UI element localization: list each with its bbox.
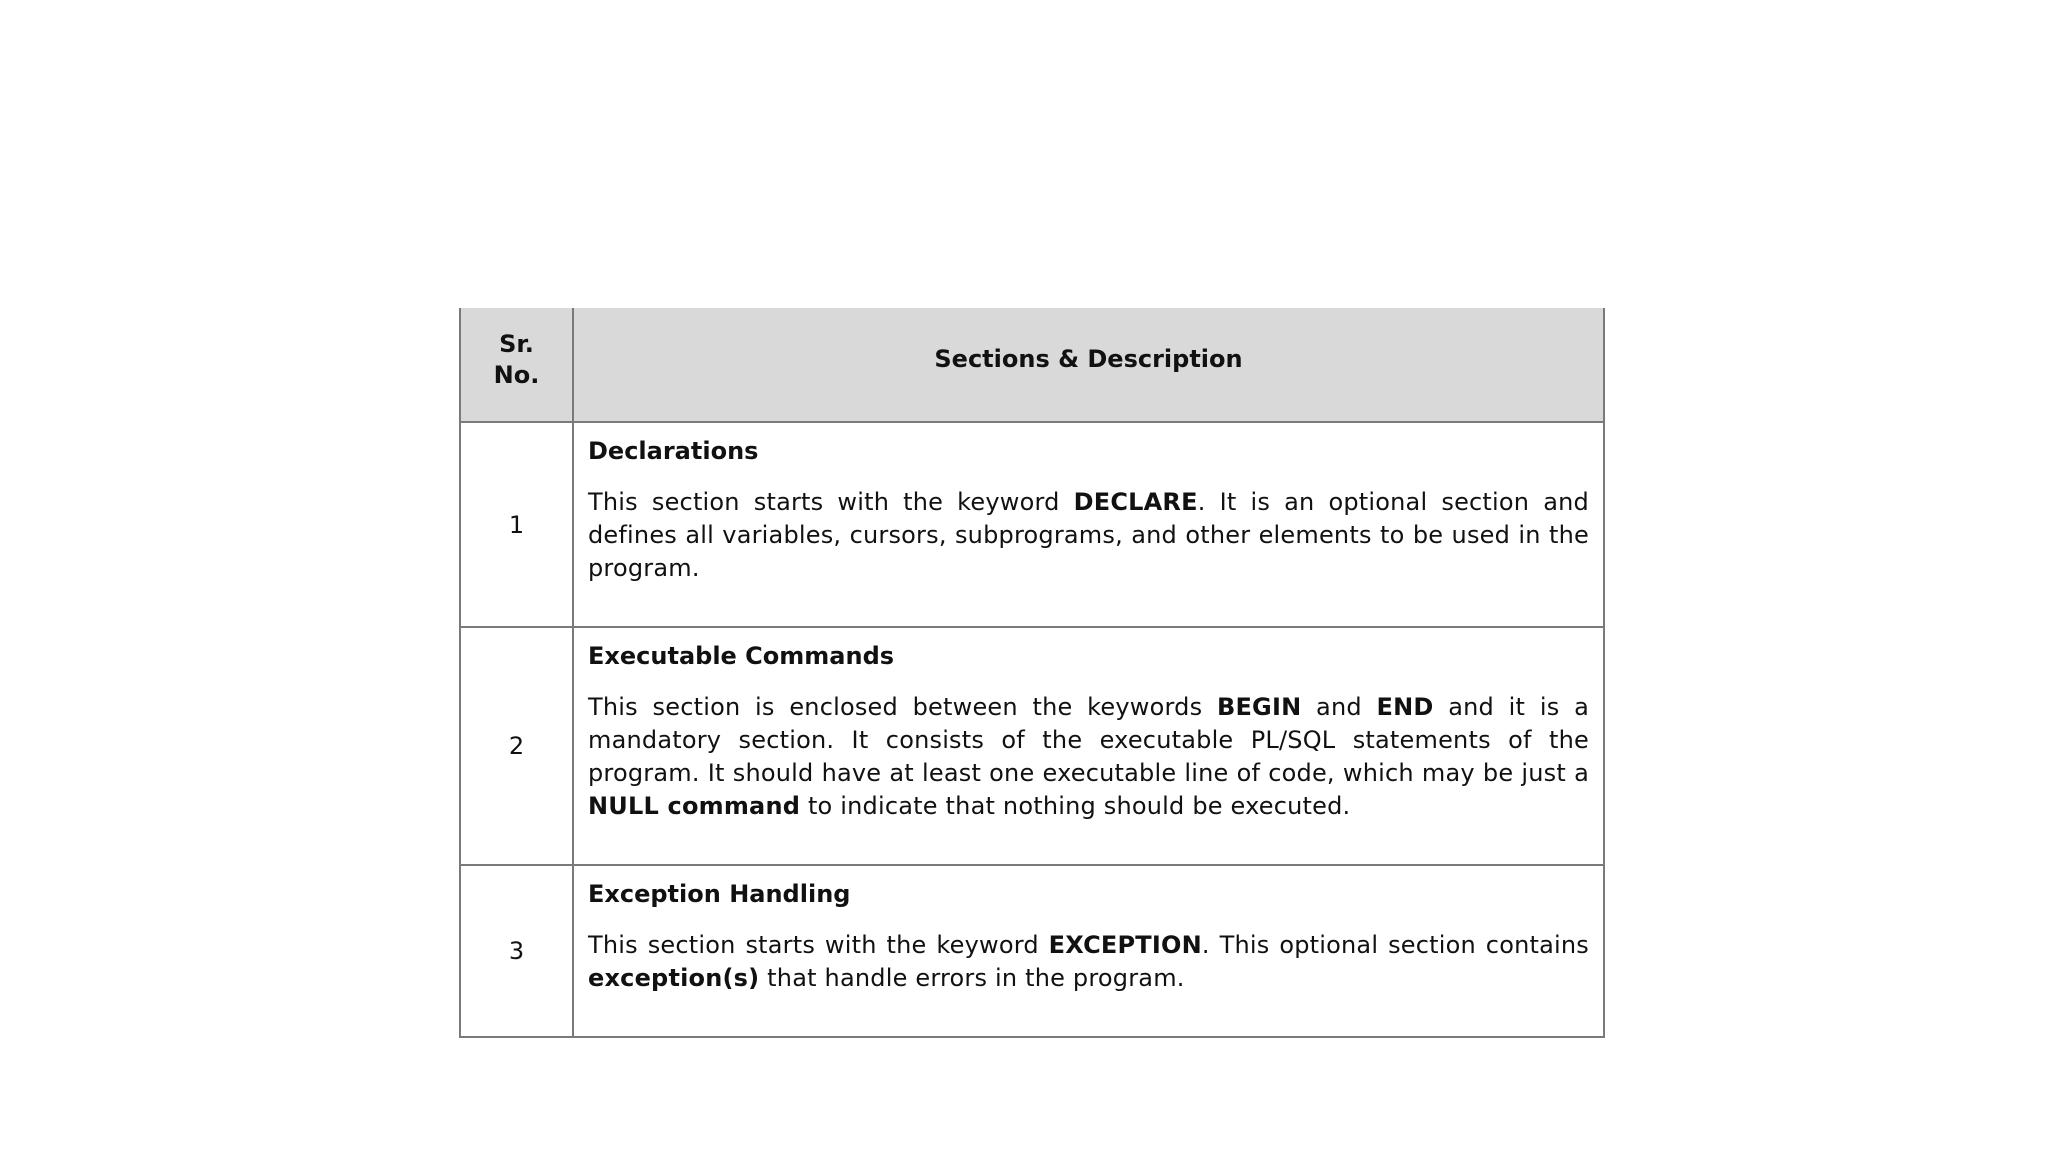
sr-no-header-line2: No.: [493, 360, 540, 389]
section-title: Declarations: [588, 437, 759, 465]
bold-keyword: END: [1376, 693, 1434, 721]
body-text: to indicate that nothing should be executed.: [800, 792, 1351, 820]
section-body: [588, 929, 1589, 995]
body-text: and: [1301, 693, 1377, 721]
row-number: 3: [460, 865, 573, 1037]
table-header-row: [460, 308, 1604, 422]
bold-keyword: NULL command: [588, 792, 801, 820]
section-body: [588, 691, 1589, 823]
body-text: that handle errors in the program.: [759, 964, 1185, 992]
body-text: . This optional section contains: [1201, 931, 1589, 959]
description-cell: [573, 627, 1604, 865]
body-text: This section is enclosed between the keywords: [588, 693, 1217, 721]
body-text: . It is an optional section and defines all variables, cursors, subprograms, and other elements to be used in the program.: [588, 488, 1589, 582]
body-text: and it is a mandatory section. It consists of the executable PL/SQL statements of the program. It should have at least one executable line of code, which may be just a: [588, 693, 1589, 787]
sr-no-header: [460, 308, 573, 422]
sr-no-header-line1: Sr.: [499, 329, 534, 358]
bold-keyword: BEGIN: [1216, 693, 1302, 721]
section-body: [588, 486, 1589, 585]
table-row: [460, 422, 1604, 627]
row-number: 1: [460, 422, 573, 627]
description-cell: [573, 865, 1604, 1037]
description-cell: [573, 422, 1604, 627]
sections-description-header: Sections & Description: [573, 308, 1604, 422]
section-title: Exception Handling: [588, 880, 851, 908]
table-row: [460, 627, 1604, 865]
bold-keyword: EXCEPTION: [1048, 931, 1202, 959]
bold-keyword: exception(s): [588, 964, 760, 992]
table-row: [460, 865, 1604, 1037]
section-title: Executable Commands: [588, 642, 895, 670]
bold-keyword: DECLARE: [1073, 488, 1198, 516]
sections-table: [459, 308, 1605, 1038]
body-text: This section starts with the keyword: [588, 488, 1074, 516]
body-text: This section starts with the keyword: [588, 931, 1049, 959]
row-number: 2: [460, 627, 573, 865]
